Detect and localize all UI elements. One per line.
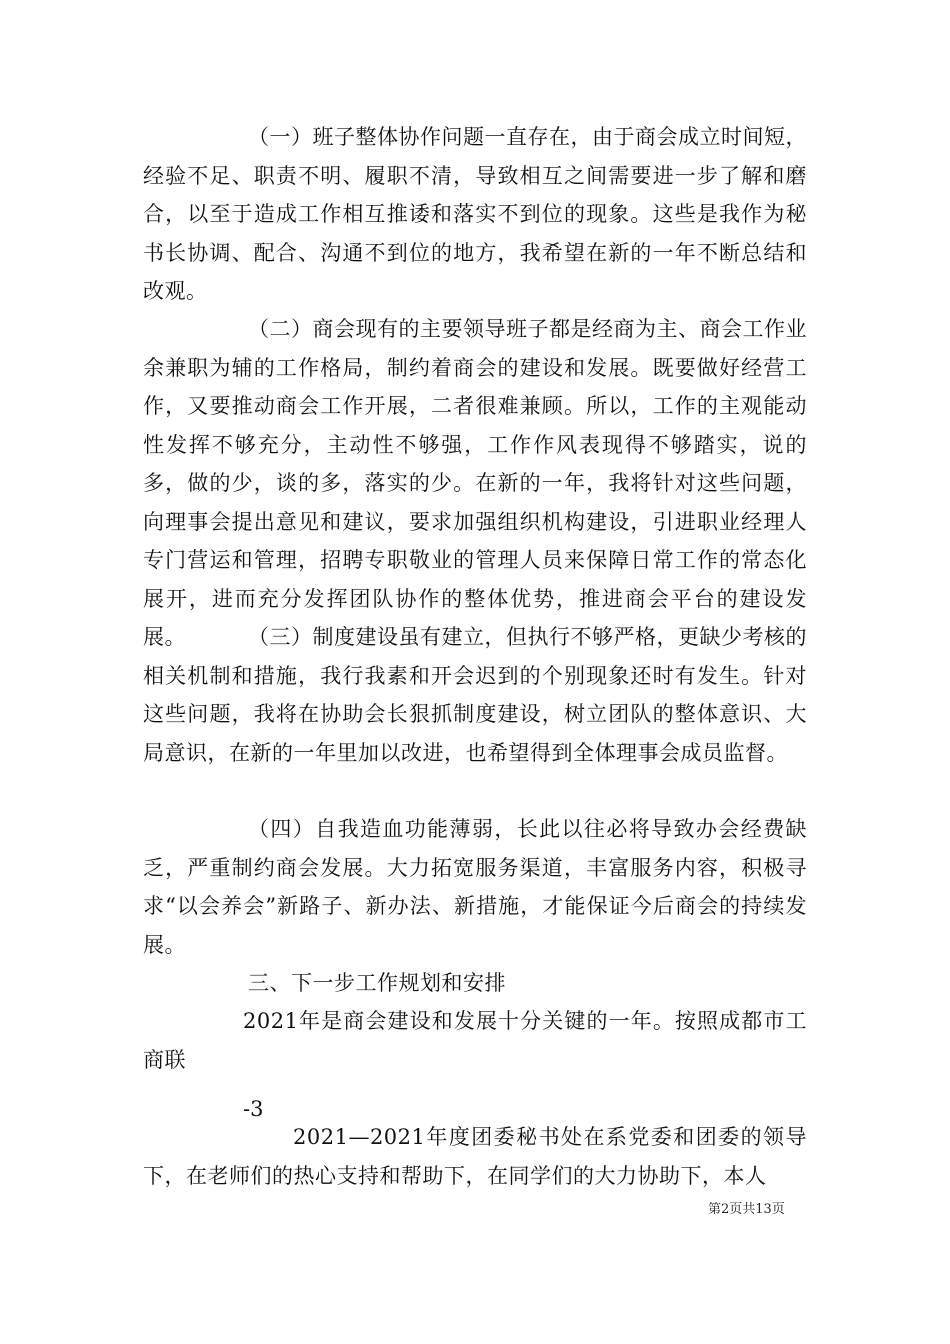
paragraph-3: （三）制度建设虽有建立，但执行不够严格，更缺少考核的相关机制和措施，我行我素和开会迟到的个别现象还时有发生。针对这些问题，我将在协助会长狠抓制度建设，树立团队的整体意识、大局意识，在新的一年里加以改进，也希望得到全体理事会成员监督。 [143, 625, 807, 765]
paragraph-final: 2021—2021年度团委秘书处在系党委和团委的领导下，在老师们的热心支持和帮助下，在同学们的大力协助下，本人 [143, 1125, 807, 1188]
paragraph-2021: 2021年是商会建设和发展十分关键的一年。按照成都市工商联 [143, 1009, 807, 1072]
page-marker: -3 [243, 1097, 264, 1121]
section-heading: 三、下一步工作规划和安排 [248, 971, 506, 995]
paragraph-1: （一）班子整体协作问题一直存在，由于商会成立时间短，经验不足、职责不明、履职不清，导致相互之间需要进一步了解和磨合，以至于造成工作相互推诿和落实不到位的现象。这些是我作为秘书长协调、配合、沟通不到位的地方，我希望在新的一年不断总结和改观。 [143, 125, 807, 303]
paragraph-2: （二）商会现有的主要领导班子都是经商为主、商会工作业余兼职为辅的工作格局，制约着商会的建设和发展。既要做好经营工作，又要推动商会工作开展，二者很难兼顾。所以，工作的主观能动性发挥不够充分，主动性不够强，工作作风表现得不够踏实，说的多，做的少，谈的多，落实的少。在新的一年，我将针对这些问题，向理事会提出意见和建议，要求加强组织机构建设，引进职业经理人专门营运和管理，招聘专职敬业的管理人员来保障日常工作的常态化展开，进而充分发挥团队协作的整体优势，推进商会平台的建设发展。 [143, 317, 807, 649]
paragraph-4: （四）自我造血功能薄弱，长此以往必将导致办会经费缺乏，严重制约商会发展。大力拓宽服务渠道，丰富服务内容，积极寻求“以会养会”新路子、新办法、新措施，才能保证今后商会的持续发展。 [143, 817, 807, 957]
page-footer: 第2页共13页 [708, 1202, 785, 1217]
